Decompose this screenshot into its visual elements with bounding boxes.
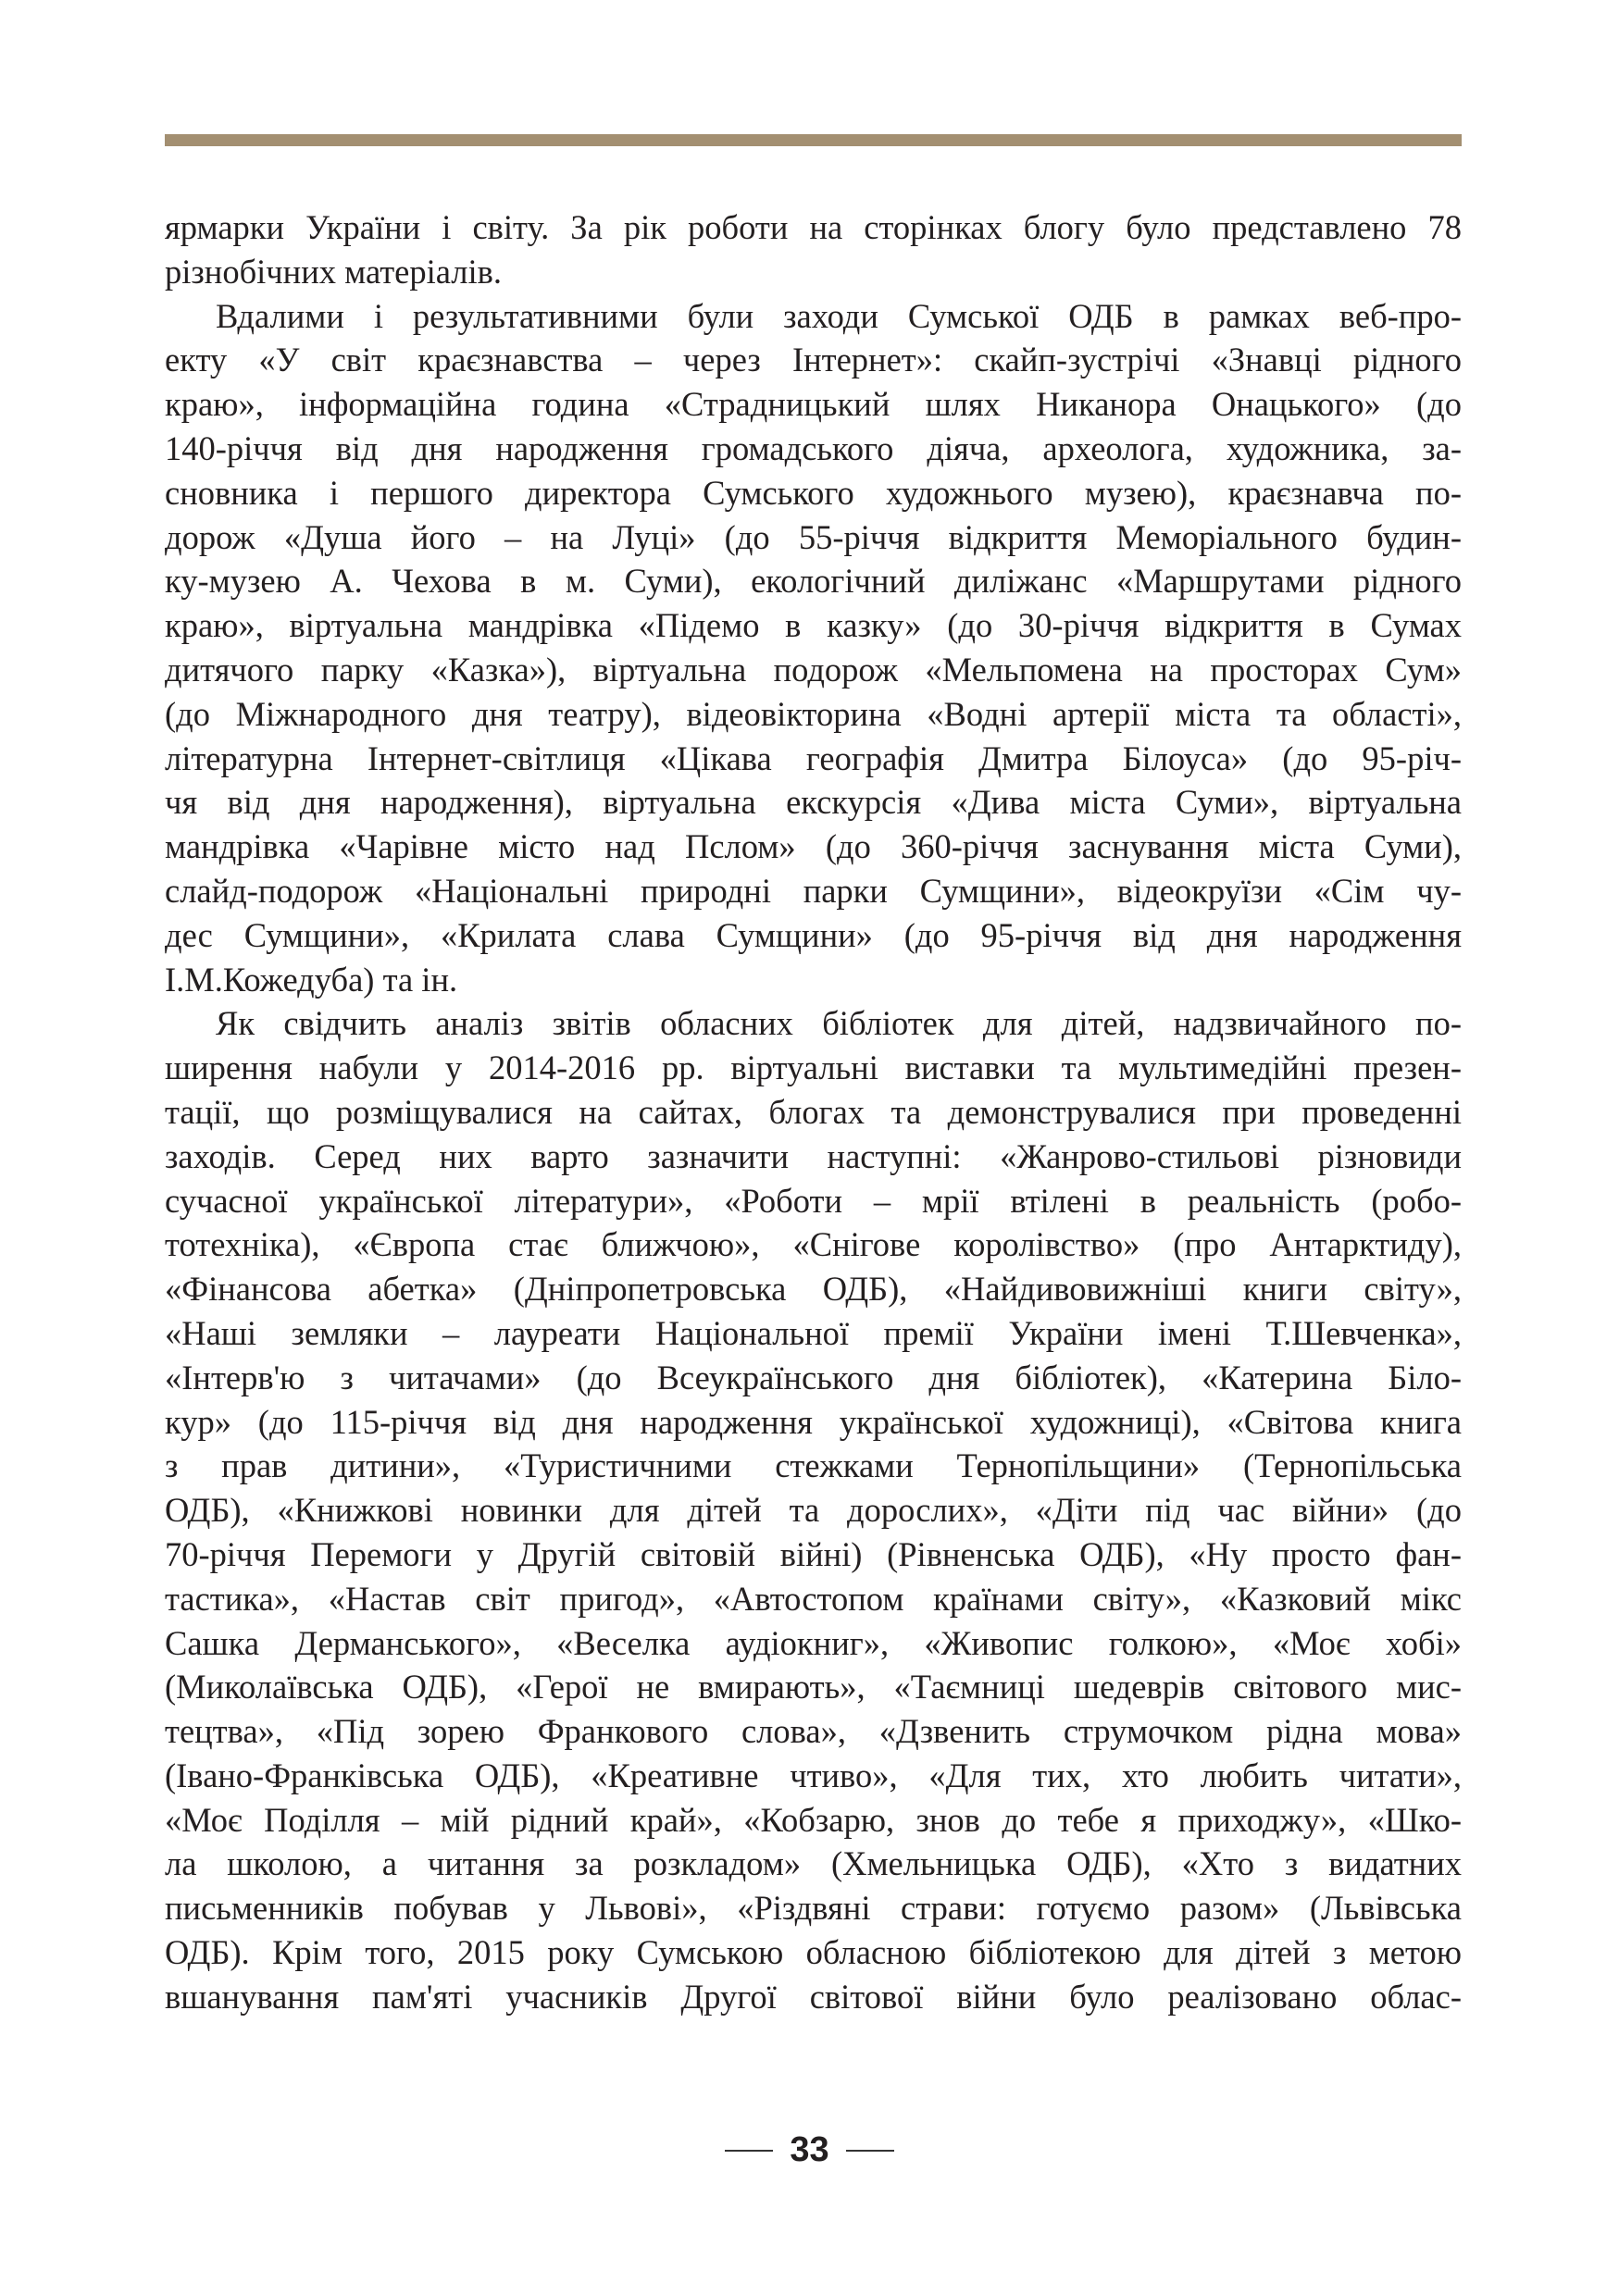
text-line: Сашка Дерманського», «Веселка аудіокниг», «Живопис голкою», «Моє хобі» [165, 1623, 1462, 1662]
text-line: вшанування пам'яті учасників Другої світової війни було реалізовано облас- [165, 1977, 1462, 2016]
text-line: краю», інформаційна година «Страдницький шлях Никанора Онацького» (до [165, 385, 1462, 424]
text-line: І.М.Кожедуба) та ін. [165, 960, 458, 999]
text-line: чя від дня народження), віртуальна екскурсія «Дива міста Суми», віртуальна [165, 783, 1462, 822]
text-line: (Миколаївська ОДБ), «Герої не вмирають», «Таємниці шедеврів світового мис- [165, 1668, 1462, 1706]
text-line: тецтва», «Під зорею Франкового слова», «Дзвенить струмочком рідна мова» [165, 1712, 1462, 1751]
text-line: з прав дитини», «Туристичними стежками Тернопільщини» (Тернопільська [165, 1446, 1462, 1485]
text-line: ярмарки України і світу. За рік роботи на сторінках блогу було представлено 78 [165, 208, 1462, 246]
page-number: 33 [790, 2130, 829, 2169]
text-line: письменників побував у Львові», «Різдвяні страви: готуємо разом» (Львівська [165, 1889, 1462, 1928]
text-line: ла школою, а читання за розкладом» (Хмельницька ОДБ), «Хто з видатних [165, 1844, 1462, 1883]
text-line: «Моє Поділля – мій рідний край», «Кобзарю, знов до тебе я приходжу», «Шко- [165, 1800, 1462, 1839]
text-line: слайд-подорож «Національні природні парки Сумщини», відеокруїзи «Сім чу- [165, 871, 1462, 910]
text-line: мандрівка «Чарівне місто над Пслом» (до 360-річчя заснування міста Суми), [165, 827, 1462, 866]
footer-dash-right [846, 2150, 894, 2152]
text-line: різнобічних матеріалів. [165, 252, 502, 291]
text-line: Як свідчить аналіз звітів обласних бібліотек для дітей, надзвичайного по- [216, 1004, 1462, 1043]
text-line: краю», віртуальна мандрівка «Підемо в казку» (до 30-річчя відкриття в Сумах [165, 606, 1462, 645]
text-line: дес Сумщини», «Крилата слава Сумщини» (до 95-річчя від дня народження [165, 915, 1462, 954]
footer-dash-left [725, 2150, 773, 2152]
text-line: (Івано-Франківська ОДБ), «Креативне чтиво», «Для тих, хто любить читати», [165, 1756, 1462, 1794]
text-line: «Інтерв'ю з читачами» (до Всеукраїнського дня бібліотек), «Катерина Біло- [165, 1358, 1462, 1396]
text-line: 140-річчя від дня народження громадського діяча, археолога, художника, за- [165, 428, 1462, 467]
page-footer [0, 2130, 1619, 2170]
text-line: екту «У світ краєзнавства – через Інтернет»: скайп-зустрічі «Знавці рідного [165, 341, 1462, 379]
text-line: «Наші земляки – лауреати Національної премії України імені Т.Шевченка», [165, 1313, 1462, 1352]
text-line: «Фінансова абетка» (Дніпропетровська ОДБ), «Найдивовижніші книги світу», [165, 1270, 1462, 1309]
text-line: ОДБ). Крім того, 2015 року Сумською обласною бібліотекою для дітей з метою [165, 1933, 1462, 1972]
text-line: тастика», «Настав світ пригод», «Автостопом країнами світу», «Казковий мікс [165, 1579, 1462, 1618]
text-line: Вдалими і результативними були заходи Сумської ОДБ в рамках веб-про- [216, 296, 1462, 335]
text-line: ширення набули у 2014-2016 рр. віртуальні виставки та мультимедійні презен- [165, 1049, 1462, 1087]
text-line: заходів. Серед них варто зазначити наступні: «Жанрово-стильові різновиди [165, 1136, 1462, 1175]
text-line: кур» (до 115-річчя від дня народження української художниці), «Світова книга [165, 1402, 1462, 1441]
text-line: 70-річчя Перемоги у Другій світовій війні) (Рівненська ОДБ), «Ну просто фан- [165, 1534, 1462, 1573]
text-line: тотехніка), «Європа стає ближчою», «Снігове королівство» (про Антарктиду), [165, 1225, 1462, 1264]
text-line: тації, що розміщувалися на сайтах, блогах та демонструвалися при проведенні [165, 1092, 1462, 1131]
text-line: ку-музею А. Чехова в м. Суми), екологічний диліжанс «Маршрутами рідного [165, 562, 1462, 601]
text-line: дорож «Душа його – на Луці» (до 55-річчя відкриття Меморіального будин- [165, 517, 1462, 556]
header-rule [165, 134, 1462, 146]
text-line: сучасної української літератури», «Роботи – мрії втілені в реальність (робо- [165, 1181, 1462, 1220]
text-line: ОДБ), «Книжкові новинки для дітей та дорослих», «Діти під час війни» (до [165, 1491, 1462, 1530]
text-line: сновника і першого директора Сумського художнього музею), краєзнавча по- [165, 473, 1462, 512]
body-text [165, 205, 1462, 2019]
text-line: літературна Інтернет-світлиця «Цікава географія Дмитра Білоуса» (до 95-річ- [165, 738, 1462, 777]
text-line: (до Міжнародного дня театру), відеовікторина «Водні артерії міста та області», [165, 694, 1462, 733]
text-line: дитячого парку «Казка»), віртуальна подорож «Мельпомена на просторах Сум» [165, 650, 1462, 689]
